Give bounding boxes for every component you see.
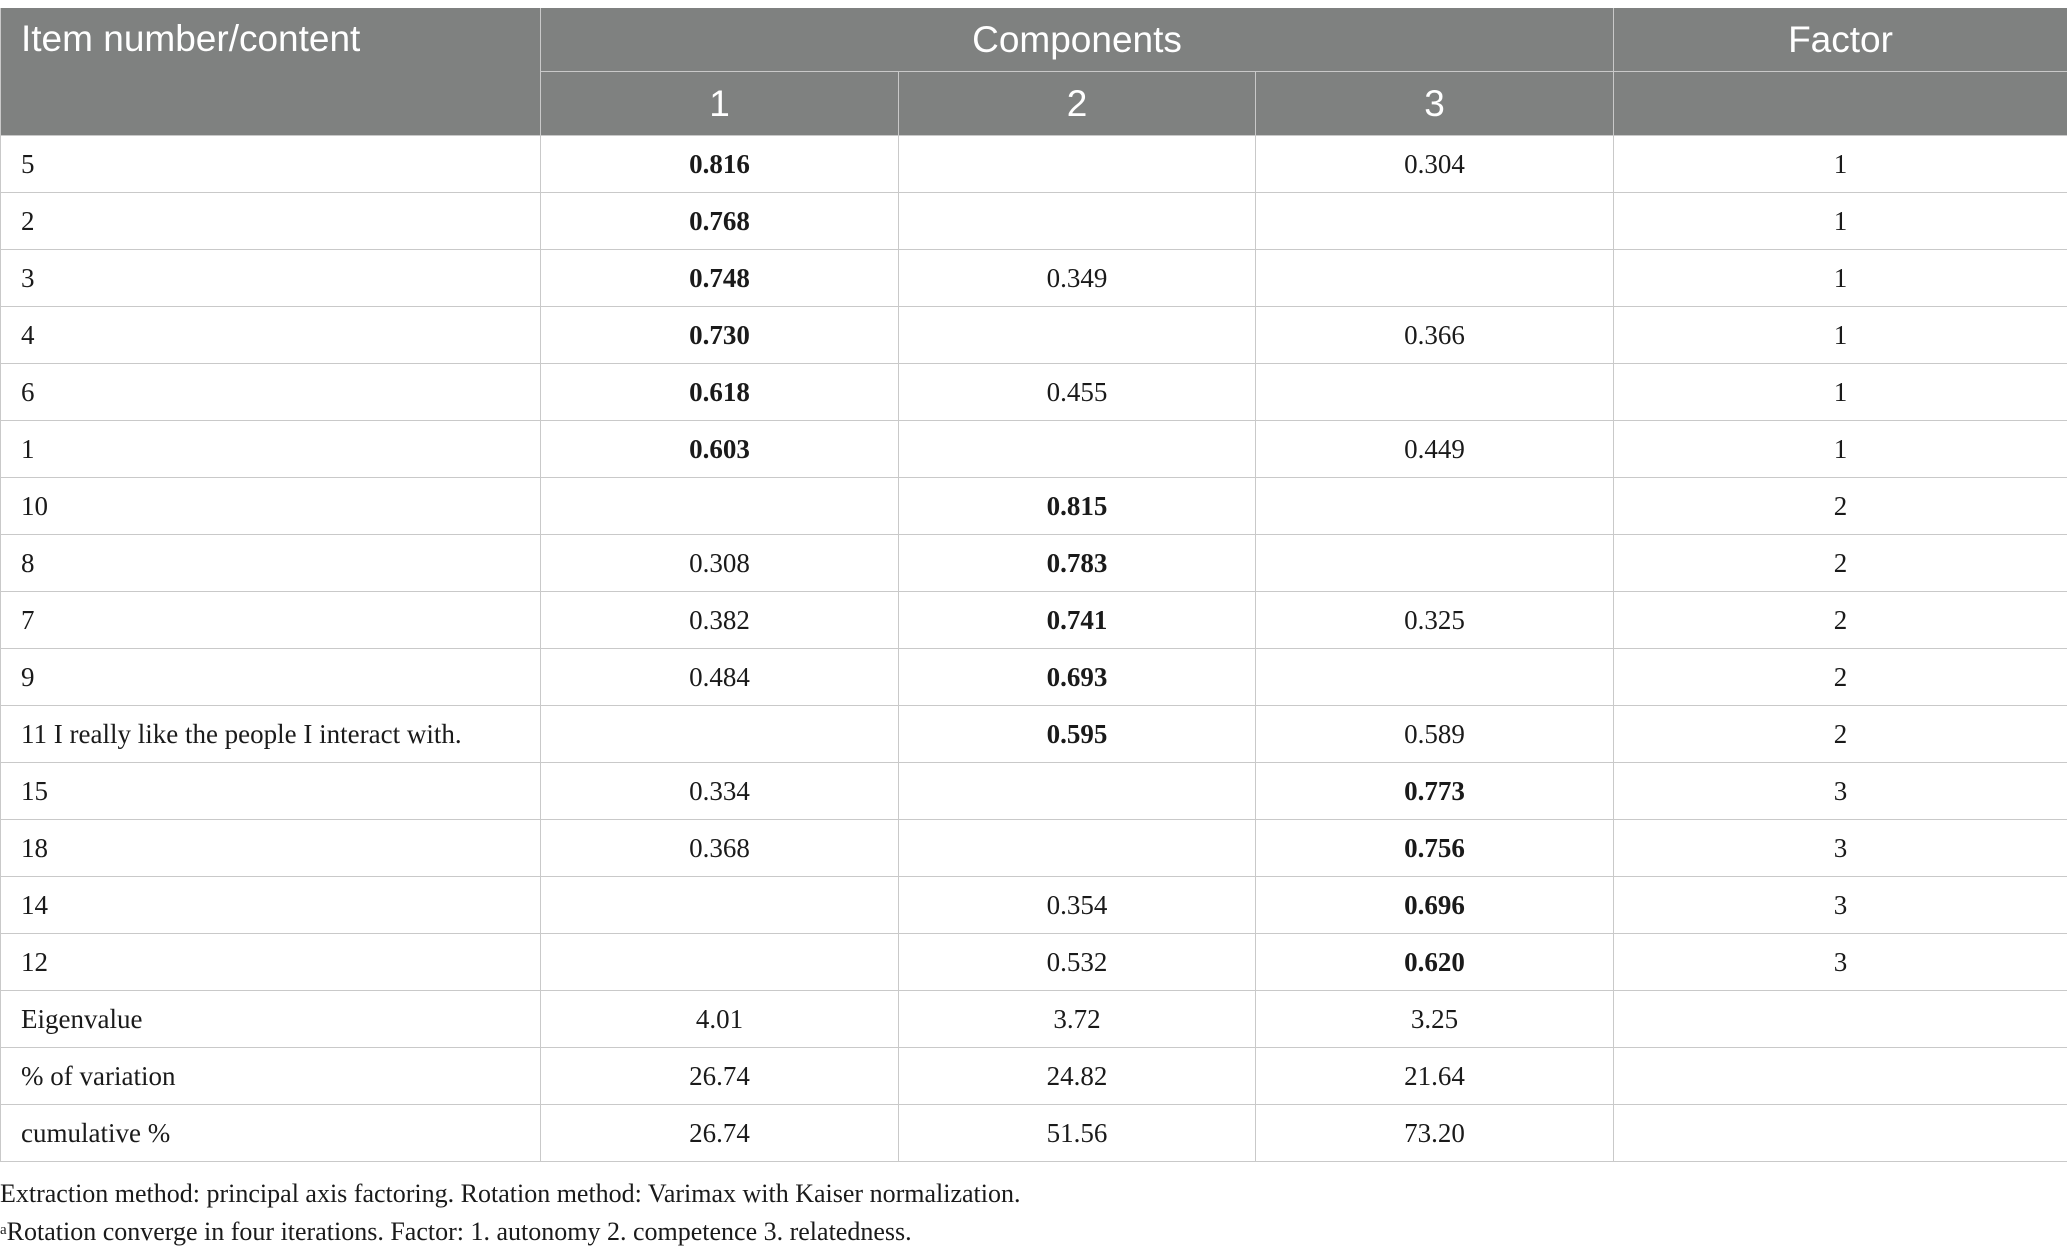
table-row (1, 307, 2067, 364)
component-2-loading-cell: 0.693 (899, 649, 1256, 706)
component-3-loading-cell: 0.589 (1256, 706, 1614, 763)
component-3-loading-cell (1256, 250, 1614, 307)
component-2-loading-cell (899, 421, 1256, 478)
factor-cell: 2 (1614, 649, 2067, 706)
table-row (1, 649, 2067, 706)
component-1-loading-cell: 0.308 (541, 535, 899, 592)
factor-cell: 1 (1614, 421, 2067, 478)
item-cell: 12 (1, 934, 541, 991)
component-3-loading-cell (1256, 649, 1614, 706)
table-row (1, 478, 2067, 535)
component-2-loading-cell (899, 307, 1256, 364)
component-2-loading-cell: 0.532 (899, 934, 1256, 991)
table-row (1, 706, 2067, 763)
summary-component-1-cell: 26.74 (541, 1105, 899, 1162)
item-column-header: Item number/content (1, 8, 541, 136)
footnote-rotation (0, 1213, 1021, 1251)
component-3-loading-cell: 0.773 (1256, 763, 1614, 820)
component-1-loading-cell (541, 877, 899, 934)
component-1-loading-cell: 0.768 (541, 193, 899, 250)
component-3-loading-cell: 0.449 (1256, 421, 1614, 478)
component-2-header: 2 (899, 72, 1256, 136)
component-1-loading-cell: 0.618 (541, 364, 899, 421)
component-3-loading-cell (1256, 535, 1614, 592)
footnote-rotation-text: Rotation converge in four iterations. Factor: 1. autonomy 2. competence 3. relatedness. (6, 1217, 912, 1246)
table-body (1, 136, 2067, 1162)
component-1-loading-cell: 0.484 (541, 649, 899, 706)
component-1-loading-cell: 0.748 (541, 250, 899, 307)
component-3-loading-cell (1256, 364, 1614, 421)
table-row (1, 592, 2067, 649)
item-cell: 10 (1, 478, 541, 535)
summary-row (1, 1105, 2067, 1162)
summary-row (1, 1048, 2067, 1105)
component-3-loading-cell: 0.756 (1256, 820, 1614, 877)
item-cell: 11 I really like the people I interact with. (1, 706, 541, 763)
component-3-loading-cell: 0.325 (1256, 592, 1614, 649)
summary-label-cell: Eigenvalue (1, 991, 541, 1048)
summary-component-1-cell: 26.74 (541, 1048, 899, 1105)
summary-component-1-cell: 4.01 (541, 991, 899, 1048)
item-cell: 2 (1, 193, 541, 250)
component-1-header: 1 (541, 72, 899, 136)
component-1-loading-cell: 0.334 (541, 763, 899, 820)
table-row (1, 877, 2067, 934)
factor-cell: 2 (1614, 478, 2067, 535)
component-3-loading-cell: 0.620 (1256, 934, 1614, 991)
item-cell: 9 (1, 649, 541, 706)
table-row (1, 250, 2067, 307)
factor-column-header: Factor (1614, 8, 2067, 72)
component-2-loading-cell: 0.783 (899, 535, 1256, 592)
component-3-header: 3 (1256, 72, 1614, 136)
footnote-extraction: Extraction method: principal axis factoring. Rotation method: Varimax with Kaiser normalization. (0, 1179, 1021, 1208)
item-cell: 8 (1, 535, 541, 592)
table-row (1, 364, 2067, 421)
table-footnotes (0, 1175, 1021, 1251)
factor-cell: 3 (1614, 763, 2067, 820)
table-row (1, 934, 2067, 991)
component-3-loading-cell: 0.696 (1256, 877, 1614, 934)
component-2-loading-cell: 0.815 (899, 478, 1256, 535)
component-3-loading-cell (1256, 478, 1614, 535)
item-cell: 14 (1, 877, 541, 934)
factor-cell: 1 (1614, 307, 2067, 364)
item-cell: 15 (1, 763, 541, 820)
component-1-loading-cell (541, 478, 899, 535)
table-row (1, 763, 2067, 820)
item-cell: 7 (1, 592, 541, 649)
component-3-loading-cell: 0.304 (1256, 136, 1614, 193)
summary-component-3-cell: 73.20 (1256, 1105, 1614, 1162)
component-1-loading-cell (541, 706, 899, 763)
summary-factor-empty-cell (1614, 1048, 2067, 1105)
summary-component-2-cell: 24.82 (899, 1048, 1256, 1105)
item-cell: 18 (1, 820, 541, 877)
component-2-loading-cell: 0.595 (899, 706, 1256, 763)
component-2-loading-cell (899, 136, 1256, 193)
summary-component-2-cell: 51.56 (899, 1105, 1256, 1162)
table-row (1, 820, 2067, 877)
component-1-loading-cell: 0.368 (541, 820, 899, 877)
component-3-loading-cell: 0.366 (1256, 307, 1614, 364)
factor-cell: 1 (1614, 250, 2067, 307)
component-3-loading-cell (1256, 193, 1614, 250)
component-1-loading-cell: 0.603 (541, 421, 899, 478)
factor-cell: 1 (1614, 193, 2067, 250)
factor-cell: 3 (1614, 820, 2067, 877)
item-cell: 1 (1, 421, 541, 478)
item-cell: 4 (1, 307, 541, 364)
component-2-loading-cell (899, 763, 1256, 820)
item-cell: 6 (1, 364, 541, 421)
component-2-loading-cell: 0.741 (899, 592, 1256, 649)
component-2-loading-cell (899, 820, 1256, 877)
summary-label-cell: cumulative % (1, 1105, 541, 1162)
table-header (1, 8, 2067, 136)
summary-component-3-cell: 3.25 (1256, 991, 1614, 1048)
factor-cell: 2 (1614, 706, 2067, 763)
item-cell: 5 (1, 136, 541, 193)
factor-cell: 1 (1614, 136, 2067, 193)
table-row (1, 421, 2067, 478)
item-cell: 3 (1, 250, 541, 307)
summary-component-2-cell: 3.72 (899, 991, 1256, 1048)
component-2-loading-cell: 0.349 (899, 250, 1256, 307)
component-1-loading-cell: 0.382 (541, 592, 899, 649)
factor-cell: 2 (1614, 535, 2067, 592)
table-row (1, 136, 2067, 193)
header-row-1 (1, 8, 2067, 72)
factor-loadings-table (0, 8, 2067, 1162)
factor-cell: 1 (1614, 364, 2067, 421)
factor-cell: 2 (1614, 592, 2067, 649)
table-row (1, 193, 2067, 250)
factor-cell: 3 (1614, 877, 2067, 934)
component-1-loading-cell (541, 934, 899, 991)
component-2-loading-cell: 0.354 (899, 877, 1256, 934)
summary-factor-empty-cell (1614, 991, 2067, 1048)
summary-row (1, 991, 2067, 1048)
component-2-loading-cell: 0.455 (899, 364, 1256, 421)
factor-subheader-empty (1614, 72, 2067, 136)
table-row (1, 535, 2067, 592)
component-2-loading-cell (899, 193, 1256, 250)
summary-label-cell: % of variation (1, 1048, 541, 1105)
summary-factor-empty-cell (1614, 1105, 2067, 1162)
summary-component-3-cell: 21.64 (1256, 1048, 1614, 1105)
footnote-marker: a (0, 1222, 7, 1238)
component-1-loading-cell: 0.730 (541, 307, 899, 364)
component-1-loading-cell: 0.816 (541, 136, 899, 193)
components-group-header: Components (541, 8, 1614, 72)
factor-cell: 3 (1614, 934, 2067, 991)
